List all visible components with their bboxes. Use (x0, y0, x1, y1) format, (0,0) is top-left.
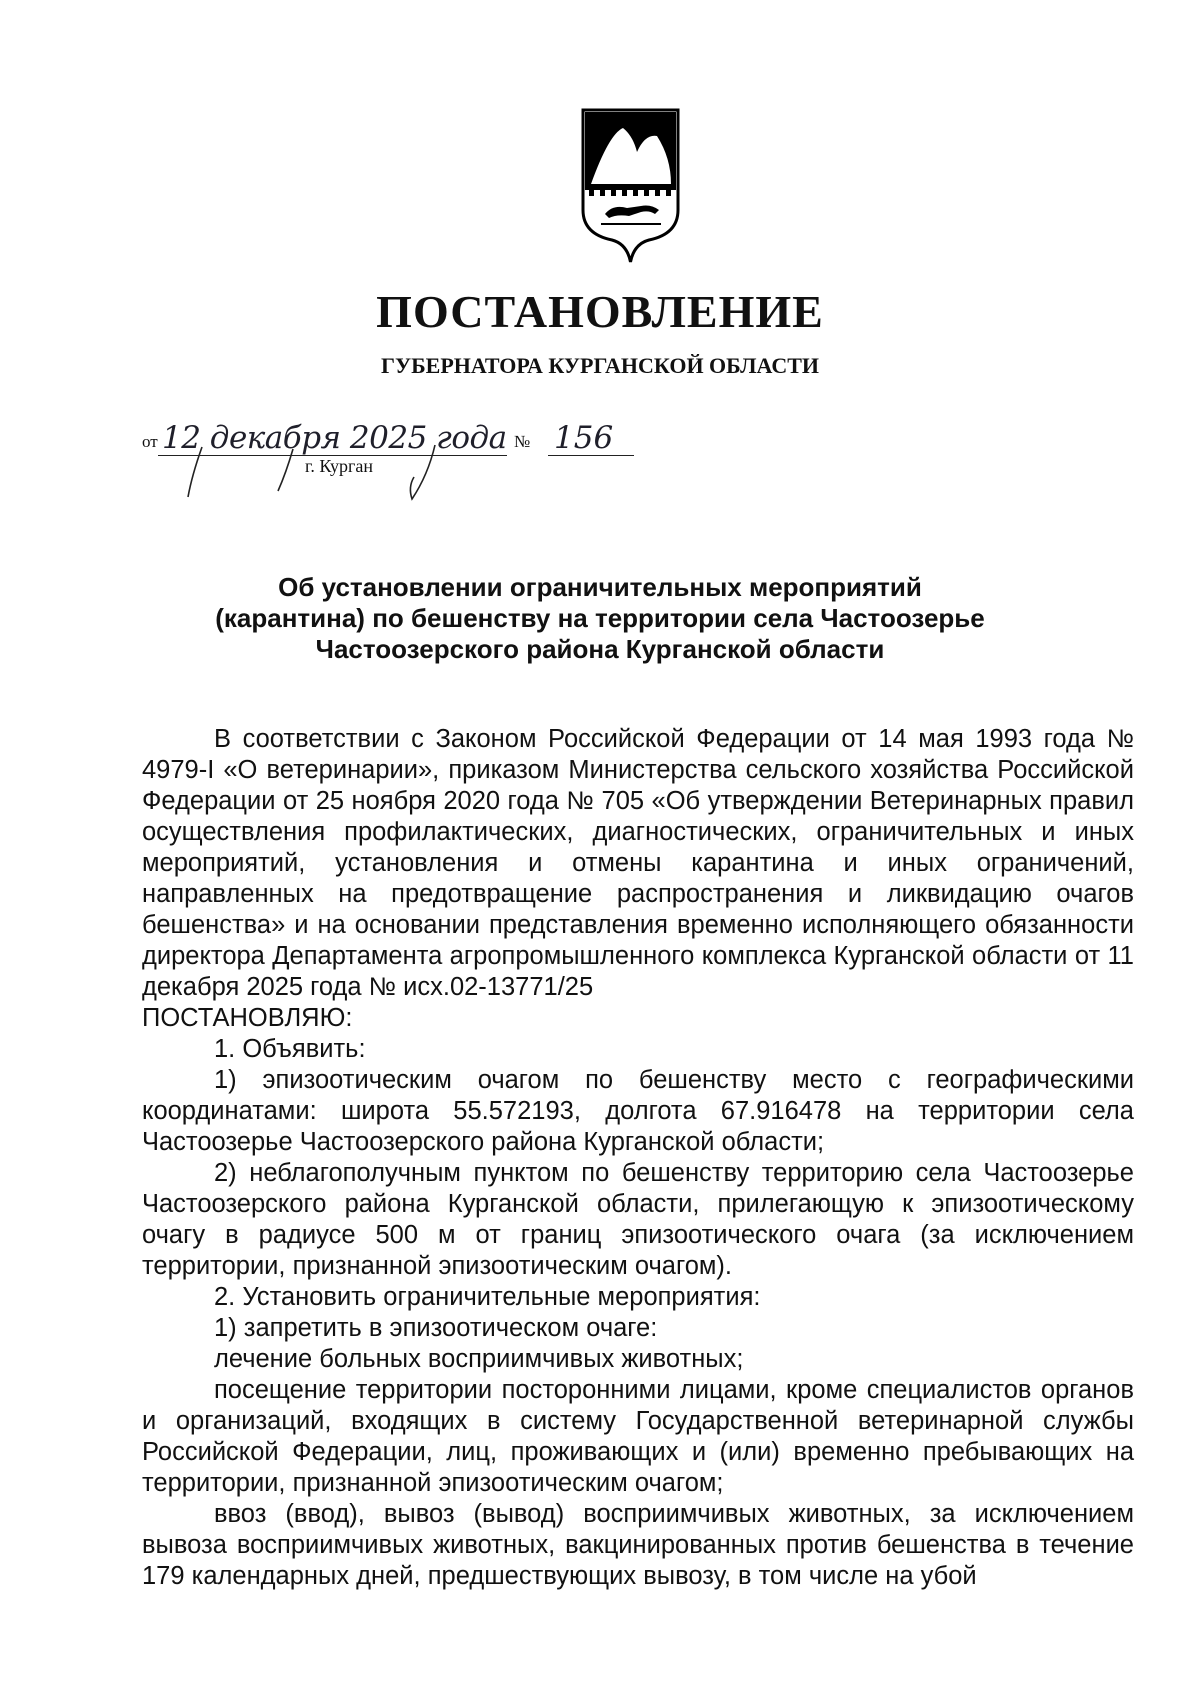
issuer-title: ГУБЕРНАТОРА КУРГАНСКОЙ ОБЛАСТИ (380, 353, 820, 378)
clause-2: 2. Установить ограничительные мероприятия: (214, 1283, 761, 1311)
preamble-paragraph: В соответствии с Законом Российской Федерации от 14 мая 1993 года № 4979-I «О ветеринарии», приказом Министерства сельского хозяйства Российской Федерации от 25 ноября 2020 года № 705 «Об утверждении Ветеринарных правил осуществления профилактических, диагностических, ограничительных и иных мероприятий, установления и отмены карантина и иных ограничений, направленных на предотвращение распространения и ликвидацию очагов бешенства» и на основании представления временно исполняющего обязанности директора Департамента агропромышленного комплекса Курганской области от 11 декабря 2025 года № исх.02-13771/25 (142, 725, 1134, 1001)
ban-item: лечение больных восприимчивых животных; (214, 1345, 744, 1373)
clause-1: 1. Объявить: (214, 1035, 366, 1063)
clause-1-1: 1) эпизоотическим очагом по бешенству место с географическими координатами: широта 55.572193, долгота 67.916478 на территории села Частоозерье Частоозерского района Курганской области; (142, 1066, 1134, 1156)
document-type-title: ПОСТАНОВЛЕНИЕ (376, 286, 824, 337)
ban-item: посещение территории посторонними лицами, кроме специалистов органов и организаций, входящих в систему Государственной ветеринарной службы Российской Федерации, лиц, проживающих и (или) временно пребывающих на территории, признанной эпизоотическим очагом; (142, 1376, 1134, 1497)
number-prefix: № (514, 432, 531, 451)
subject-line: Частоозерского района Курганской области (315, 634, 885, 664)
handwritten-date: 12 декабря 2025 года (162, 420, 507, 456)
ban-item: ввоз (ввод), вывоз (вывод) восприимчивых животных, за исключением вывоза восприимчивых животных, вакцинированных против бешенства в течение 179 календарных дней, предшествующих вывозу, в том числе на убой (142, 1500, 1134, 1590)
decree-word: ПОСТАНОВЛЯЮ: (142, 1004, 353, 1032)
document-subject (130, 572, 1070, 665)
clause-1-2: 2) неблагополучным пунктом по бешенству территорию села Частоозерье Частоозерского района Курганской области, прилегающую к эпизоотическому очагу в радиусе 500 м от границ эпизоотического очага (за исключением территории, признанной эпизоотическим очагом). (142, 1159, 1134, 1280)
city-label: г. Курган (305, 456, 374, 476)
date-prefix: от (142, 432, 158, 451)
subject-line: Об установлении ограничительных мероприятий (278, 572, 922, 602)
clause-2-1: 1) запретить в эпизоотическом очаге: (214, 1314, 658, 1342)
handwritten-number: 156 (554, 420, 614, 456)
document-body (142, 724, 1134, 1592)
subject-line: (карантина) по бешенству на территории села Частоозерье (215, 603, 985, 633)
kurgan-coat-of-arms-icon (579, 106, 682, 266)
